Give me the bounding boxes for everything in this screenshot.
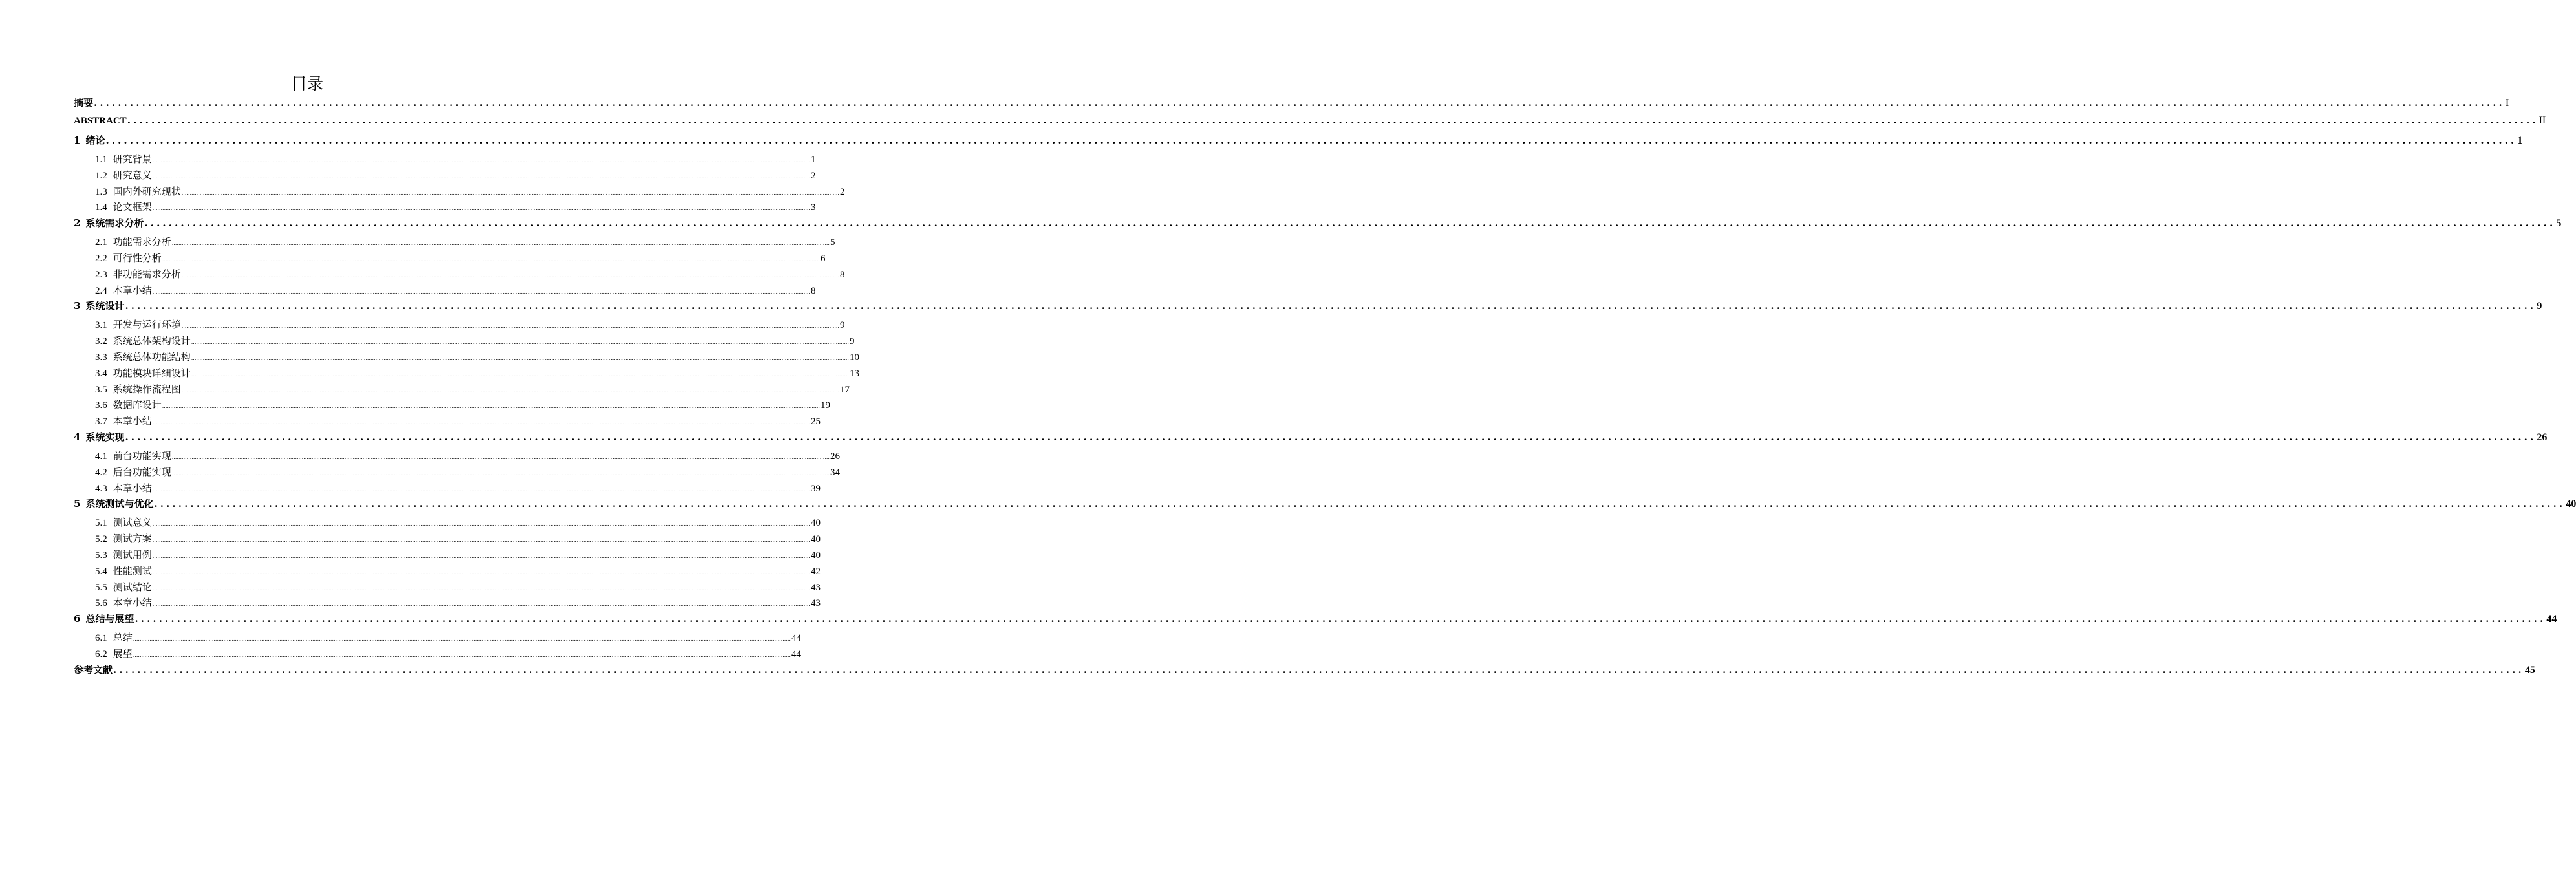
toc-entry-label: 功能模块详细设计 — [113, 367, 191, 379]
toc-page-number: 40 — [810, 518, 821, 529]
toc-entry-label: 性能测试 — [113, 564, 152, 577]
toc-entry-number: 4.1 — [95, 451, 107, 462]
toc-page-number: 2 — [839, 186, 845, 197]
toc-page-number: 44 — [791, 649, 801, 660]
toc-entry-label: 国内外研究现状 — [113, 185, 181, 197]
toc-section-entry[interactable] — [74, 398, 830, 414]
toc-page-number: 42 — [810, 566, 821, 577]
toc-entry-number: 2.4 — [95, 285, 107, 296]
toc-entry-number: 6 — [74, 613, 81, 625]
toc-entry-number: 5.3 — [95, 550, 107, 561]
toc-page-number: 25 — [810, 416, 821, 427]
toc-page-number: 40 — [2566, 499, 2576, 510]
dot-leader: ................................................................................................................................................................................................................................................................................................................................................................................................................ — [152, 601, 810, 608]
toc-section-entry[interactable] — [74, 382, 850, 398]
toc-entry-label: 测试用例 — [113, 548, 152, 561]
toc-entry-number: 3.3 — [95, 352, 107, 363]
toc-page-number: 10 — [849, 352, 859, 363]
dot-leader: ................................................................................................................................................................................................................................................................................................................................................................................................................ — [171, 470, 830, 477]
dot-leader: ................................................................................................................................................................................................................................................................................................................................................................................................................ — [162, 256, 820, 263]
toc-section-entry[interactable] — [74, 235, 835, 251]
toc-entry-number: 2.2 — [95, 253, 107, 264]
toc-entry-label: 论文框架 — [113, 201, 152, 213]
toc-section-entry[interactable] — [74, 267, 845, 283]
toc-entry-label: 测试意义 — [113, 517, 152, 529]
toc-page-number: 43 — [810, 598, 821, 609]
toc-page-number: 26 — [830, 451, 840, 462]
dot-leader: ................................................................................................................................................................................................................................................................................................................................................................................................................ — [152, 486, 810, 493]
toc-entry-label: 系统实现 — [85, 432, 125, 443]
dot-leader: ................................................................................................................................................................................................................................................................................................................................................................................................................ — [191, 371, 849, 378]
toc-page-number: 44 — [2546, 614, 2557, 625]
toc-entry-label: 前台功能实现 — [113, 449, 171, 462]
toc-entry-label: 开发与运行环境 — [113, 319, 181, 331]
toc-page-number: 45 — [2524, 664, 2535, 676]
toc-entry-number: 1.4 — [95, 202, 107, 213]
toc-page-number: 8 — [839, 269, 845, 280]
toc-entry-label: 系统总体功能结构 — [113, 350, 191, 363]
toc-entry-number: 4.3 — [95, 483, 107, 494]
dot-leader: ................................................................................................................................................................................................................................................................................................................................................................................................................ — [171, 241, 830, 247]
toc-entry-label: 测试方案 — [113, 533, 152, 545]
toc-entry-number: 3.6 — [95, 400, 107, 411]
dot-leader: ................................................................................................................................................................................................................................................................................................................................................................................................................ — [162, 403, 820, 410]
toc-section-entry[interactable] — [74, 184, 845, 200]
dot-leader: ................................................................................................................................................................................................................................................................................................................................................................................................................ — [181, 323, 839, 330]
toc-entry-label: 总结 — [113, 632, 133, 644]
toc-page-number: 3 — [810, 202, 816, 213]
toc-entry-label: 本章小结 — [113, 284, 152, 296]
toc-page-number: 34 — [830, 467, 840, 478]
toc-section-entry[interactable] — [74, 350, 859, 366]
toc-section-entry[interactable] — [74, 152, 816, 168]
toc-entry-label: 非功能需求分析 — [113, 268, 181, 280]
dot-leader: ................................................................................................................................................................................................................................................................................................................................................................................................................ — [152, 585, 810, 592]
toc-entry-number: 5.1 — [95, 518, 107, 529]
toc-entry-number: 2 — [74, 217, 81, 230]
toc-chapter-entry[interactable] — [74, 497, 2576, 515]
dot-leader: ................................................................................................................................................................................................................................................................................................................................................................................................................ — [94, 97, 2505, 109]
toc-entry-number: 6.1 — [95, 633, 107, 644]
table-of-contents — [74, 96, 2576, 681]
toc-page-number: 1 — [810, 155, 816, 165]
toc-chapter-entry[interactable] — [74, 612, 2557, 630]
toc-section-entry[interactable] — [74, 580, 821, 596]
toc-entry-label: 系统测试与优化 — [85, 499, 154, 510]
toc-chapter-entry[interactable] — [74, 299, 2542, 317]
toc-entry-number: 4.2 — [95, 467, 107, 478]
toc-page-number: I — [2505, 98, 2509, 109]
toc-entry-label: 研究意义 — [113, 169, 152, 181]
toc-title: 目录 — [290, 74, 323, 93]
toc-page-number: 19 — [820, 400, 830, 411]
toc-page-number: 9 — [839, 320, 845, 331]
toc-entry-label: 功能需求分析 — [113, 236, 171, 248]
toc-section-entry[interactable] — [74, 334, 855, 350]
dot-leader: ................................................................................................................................................................................................................................................................................................................................................................................................................ — [125, 431, 2537, 443]
toc-chapter-entry[interactable] — [74, 114, 2546, 133]
dot-leader: ................................................................................................................................................................................................................................................................................................................................................................................................................ — [152, 158, 810, 164]
toc-entry-number: 1 — [74, 134, 81, 146]
toc-entry-number: 3.2 — [95, 336, 107, 347]
dot-leader: ................................................................................................................................................................................................................................................................................................................................................................................................................ — [181, 189, 839, 196]
dot-leader: ................................................................................................................................................................................................................................................................................................................................................................................................................ — [152, 420, 810, 426]
toc-entry-number: 3.7 — [95, 416, 107, 427]
toc-entry-label: 摘要 — [74, 98, 94, 109]
toc-section-entry[interactable] — [74, 200, 816, 216]
toc-entry-number: 5 — [74, 498, 81, 510]
toc-entry-number: 1.3 — [95, 186, 107, 197]
toc-entry-number: 3.4 — [95, 368, 107, 379]
toc-entry-label: 数据库设计 — [113, 399, 162, 411]
toc-entry-label: 展望 — [113, 647, 133, 660]
toc-section-entry[interactable] — [74, 449, 840, 465]
toc-entry-number: 4 — [74, 431, 81, 443]
toc-entry-number: 3.1 — [95, 320, 107, 331]
toc-section-entry[interactable] — [74, 515, 821, 531]
dot-leader: ................................................................................................................................................................................................................................................................................................................................................................................................................ — [144, 217, 2556, 230]
toc-entry-label: 可行性分析 — [113, 252, 162, 264]
toc-entry-label: 系统需求分析 — [85, 219, 144, 230]
toc-entry-label: 总结与展望 — [85, 614, 134, 625]
toc-entry-number: 5.4 — [95, 566, 107, 577]
dot-leader: ................................................................................................................................................................................................................................................................................................................................................................................................................ — [152, 288, 810, 295]
toc-page-number: 5 — [830, 237, 835, 248]
toc-page-number: 9 — [849, 336, 855, 347]
toc-page-number: 17 — [839, 384, 850, 395]
toc-page-number: 40 — [810, 550, 821, 561]
toc-entry-number: 3 — [74, 300, 81, 312]
toc-page-number: 8 — [810, 285, 816, 296]
toc-entry-label: 系统操作流程图 — [113, 383, 181, 395]
toc-section-entry[interactable] — [74, 531, 821, 548]
toc-entry-label: 本章小结 — [113, 415, 152, 427]
toc-section-entry[interactable] — [74, 481, 821, 497]
toc-entry-label: 系统总体架构设计 — [113, 335, 191, 347]
toc-entry-number: 2.1 — [95, 237, 107, 248]
toc-section-entry[interactable] — [74, 630, 801, 647]
toc-page-number: 26 — [2537, 431, 2548, 443]
dot-leader: ................................................................................................................................................................................................................................................................................................................................................................................................................ — [154, 498, 2566, 510]
toc-entry-label: 参考文献 — [74, 665, 113, 676]
toc-page-number: 40 — [810, 534, 821, 545]
dot-leader: ................................................................................................................................................................................................................................................................................................................................................................................................................ — [171, 454, 830, 460]
toc-entry-label: 系统设计 — [85, 301, 125, 312]
dot-leader: ................................................................................................................................................................................................................................................................................................................................................................................................................ — [152, 569, 810, 575]
dot-leader: ................................................................................................................................................................................................................................................................................................................................................................................................................ — [181, 272, 839, 279]
toc-section-entry[interactable] — [74, 548, 821, 564]
toc-entry-label: 测试结论 — [113, 581, 152, 593]
toc-section-entry[interactable] — [74, 251, 826, 267]
toc-page-number: II — [2538, 115, 2546, 126]
toc-section-entry[interactable] — [74, 366, 859, 382]
dot-leader: ................................................................................................................................................................................................................................................................................................................................................................................................................ — [152, 206, 810, 212]
toc-section-entry[interactable] — [74, 283, 816, 299]
dot-leader: ................................................................................................................................................................................................................................................................................................................................................................................................................ — [125, 300, 2537, 312]
dot-leader: ................................................................................................................................................................................................................................................................................................................................................................................................................ — [127, 114, 2538, 126]
toc-entry-label: 本章小结 — [113, 597, 152, 609]
toc-entry-number: 5.2 — [95, 534, 107, 545]
dot-leader: ................................................................................................................................................................................................................................................................................................................................................................................................................ — [152, 553, 810, 559]
toc-chapter-entry[interactable] — [74, 430, 2548, 449]
toc-section-entry[interactable] — [74, 647, 801, 663]
toc-page-number: 43 — [810, 582, 821, 593]
toc-entry-number: 5.5 — [95, 582, 107, 593]
toc-section-entry[interactable] — [74, 465, 840, 481]
toc-page-number: 1 — [2517, 135, 2523, 146]
toc-section-entry[interactable] — [74, 414, 821, 430]
toc-entry-number: 3.5 — [95, 384, 107, 395]
toc-page-number: 2 — [810, 170, 816, 181]
toc-section-entry[interactable] — [74, 317, 845, 334]
toc-entry-label: 后台功能实现 — [113, 466, 171, 478]
toc-entry-number: 6.2 — [95, 649, 107, 660]
toc-section-entry[interactable] — [74, 564, 821, 580]
toc-section-entry[interactable] — [74, 595, 821, 612]
dot-leader: ................................................................................................................................................................................................................................................................................................................................................................................................................ — [133, 652, 791, 658]
toc-entry-label: 本章小结 — [113, 482, 152, 494]
toc-chapter-entry[interactable] — [74, 663, 2535, 681]
toc-entry-label: 绪论 — [85, 136, 105, 146]
dot-leader: ................................................................................................................................................................................................................................................................................................................................................................................................................ — [152, 537, 810, 544]
toc-section-entry[interactable] — [74, 168, 816, 184]
toc-page-number: 6 — [820, 253, 826, 264]
toc-page-number: 39 — [810, 483, 821, 494]
dot-leader: ................................................................................................................................................................................................................................................................................................................................................................................................................ — [152, 521, 810, 528]
toc-entry-label: 研究背景 — [113, 153, 152, 165]
dot-leader: ................................................................................................................................................................................................................................................................................................................................................................................................................ — [134, 613, 2546, 625]
dot-leader: ................................................................................................................................................................................................................................................................................................................................................................................................................ — [113, 663, 2524, 676]
toc-entry-label: ABSTRACT — [74, 116, 127, 126]
toc-page-number: 44 — [791, 633, 801, 644]
toc-entry-number: 2.3 — [95, 269, 107, 280]
dot-leader: ................................................................................................................................................................................................................................................................................................................................................................................................................ — [191, 355, 849, 361]
toc-chapter-entry[interactable] — [74, 216, 2562, 235]
toc-entry-number: 1.2 — [95, 170, 107, 181]
dot-leader: ................................................................................................................................................................................................................................................................................................................................................................................................................ — [105, 134, 2517, 146]
dot-leader: ................................................................................................................................................................................................................................................................................................................................................................................................................ — [181, 387, 839, 394]
toc-entry-number: 1.1 — [95, 155, 107, 165]
dot-leader: ................................................................................................................................................................................................................................................................................................................................................................................................................ — [191, 339, 849, 346]
dot-leader: ................................................................................................................................................................................................................................................................................................................................................................................................................ — [133, 636, 791, 643]
toc-entry-number: 5.6 — [95, 598, 107, 609]
toc-page-number: 13 — [849, 368, 859, 379]
toc-page-number: 5 — [2556, 218, 2562, 230]
toc-chapter-entry[interactable] — [74, 133, 2523, 152]
toc-chapter-entry[interactable] — [74, 96, 2509, 114]
toc-page-number: 9 — [2537, 301, 2542, 312]
dot-leader: ................................................................................................................................................................................................................................................................................................................................................................................................................ — [152, 173, 810, 180]
